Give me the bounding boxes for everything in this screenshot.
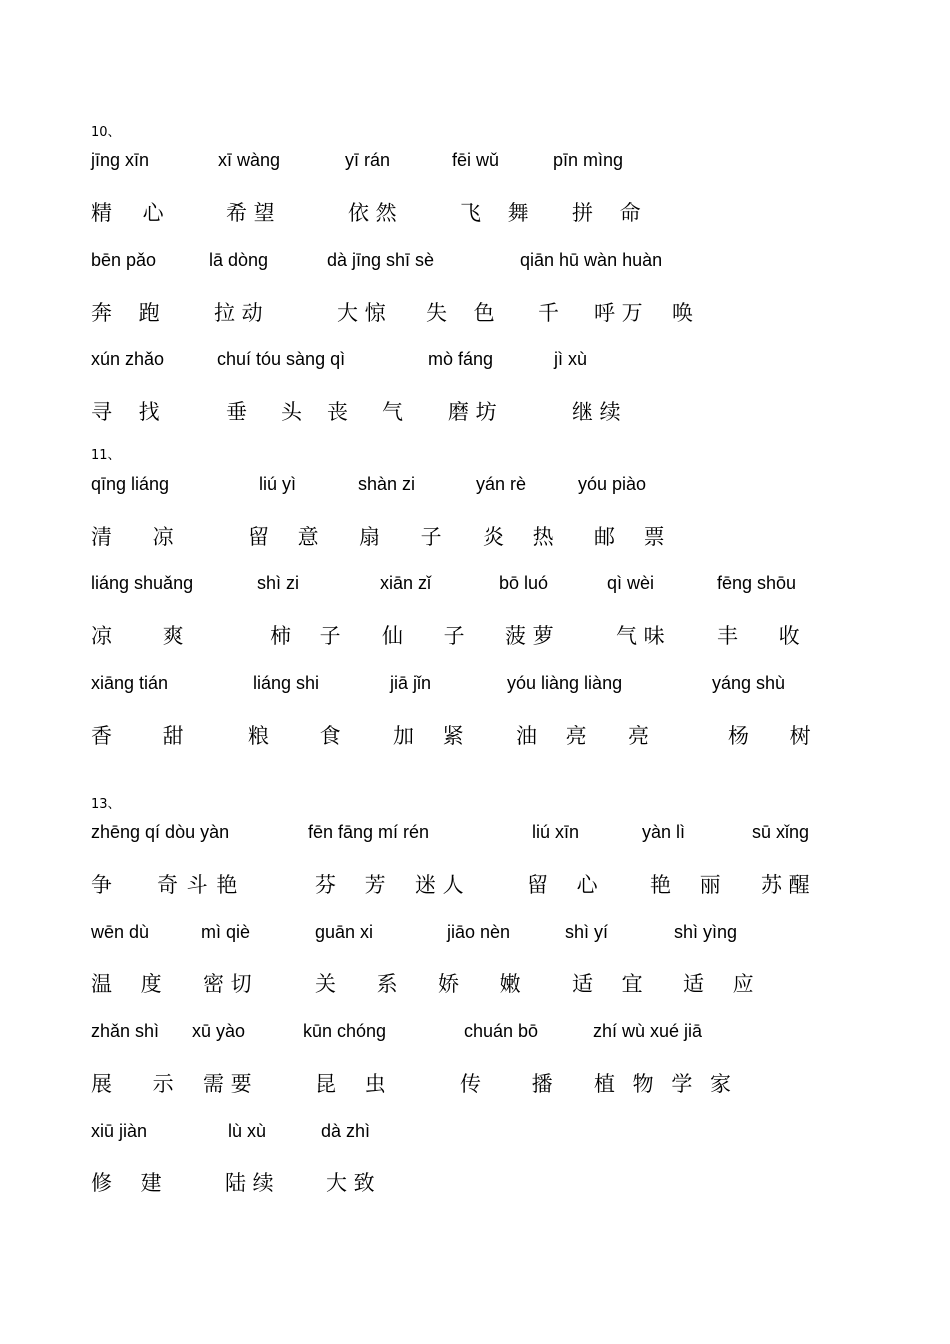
hanzi-row [0,869,950,899]
hanzi-word: 丰 收 [717,624,800,648]
hanzi-word: 大 惊 [337,301,386,325]
hanzi-word: 拉 动 [214,301,263,325]
pinyin-word: bō luó [499,573,549,593]
pinyin-word: shì yìng [674,922,738,942]
pinyin-word: chuán bō [464,1021,539,1041]
pinyin-word: yán rè [476,474,527,494]
pinyin-word: xū yào [192,1021,246,1041]
hanzi-word: 迷 人 [415,873,464,897]
hanzi-word: 油 亮 [516,724,587,748]
pinyin-word: pīn mìng [553,150,624,170]
hanzi-word: 温 度 [91,972,162,996]
pinyin-row [0,474,950,504]
pinyin-row [0,922,950,952]
hanzi-word: 柿 子 [270,624,341,648]
pinyin-word: mò fáng [428,349,494,369]
pinyin-word: shì yí [565,922,609,942]
pinyin-word: jì xù [554,349,588,369]
pinyin-word: qīng liáng [91,474,170,494]
hanzi-word: 垂 [226,400,247,424]
pinyin-word: yóu piào [578,474,647,494]
pinyin-word: yī rán [345,150,391,170]
pinyin-word: zhǎn shì [91,1021,160,1041]
hanzi-word: 继 续 [572,400,621,424]
pinyin-row [0,1021,950,1051]
pinyin-word: fēi wǔ [452,150,500,170]
pinyin-word: xī wàng [218,150,281,170]
hanzi-word: 邮 票 [594,525,665,549]
hanzi-word: 亮 [628,724,649,748]
pinyin-word: xiān zǐ [380,573,432,593]
pinyin-row [0,1121,950,1151]
pinyin-word: fēn fāng mí rén [308,822,430,842]
pinyin-word: jiā jǐn [390,673,432,693]
pinyin-row [0,349,950,379]
hanzi-word: 气 [382,400,403,424]
section-label: 10、 [91,125,121,140]
hanzi-word: 精 心 [91,201,164,225]
pinyin-row [0,150,950,180]
hanzi-word: 香 甜 [91,724,184,748]
pinyin-word: yóu liàng liàng [507,673,623,693]
hanzi-word: 苏 醒 [761,873,810,897]
pinyin-row [0,673,950,703]
pinyin-word: chuí tóu sàng qì [217,349,346,369]
hanzi-word: 适 应 [683,972,754,996]
pinyin-word: bēn pǎo [91,250,157,270]
hanzi-row [0,968,950,998]
pinyin-word: dà jīng shī sè [327,250,435,270]
pinyin-word: liú yì [259,474,297,494]
hanzi-word: 杨 树 [728,724,811,748]
hanzi-word: 气 味 [616,624,665,648]
hanzi-word: 艳 丽 [650,873,721,897]
hanzi-word: 寻 找 [91,400,160,424]
hanzi-word: 争 [91,873,112,897]
pinyin-word: qiān hū wàn huàn [520,250,663,270]
pinyin-word: shàn zi [358,474,416,494]
pinyin-row [0,250,950,280]
pinyin-word: jīng xīn [91,150,150,170]
hanzi-row [0,521,950,551]
hanzi-word: 飞 舞 [460,201,529,225]
pinyin-word: wēn dù [91,922,150,942]
section-label: 11、 [91,448,121,463]
hanzi-word: 关 系 [315,972,398,996]
hanzi-word: 昆 虫 [315,1072,386,1096]
hanzi-row [0,1068,950,1098]
hanzi-word: 植 物 学 家 [594,1072,732,1096]
hanzi-word: 呼 万 [594,301,643,325]
hanzi-word: 粮 食 [248,724,341,748]
pinyin-word: xún zhǎo [91,349,165,369]
hanzi-word: 留 意 [248,525,319,549]
hanzi-row [0,720,950,750]
hanzi-word: 奇 斗 艳 [157,873,238,897]
hanzi-word: 拼 命 [572,201,641,225]
hanzi-word: 炎 热 [483,525,554,549]
hanzi-word: 大 致 [326,1171,375,1195]
hanzi-word: 需 要 [203,1072,252,1096]
hanzi-word: 丧 [327,400,348,424]
pinyin-word: fēng shōu [717,573,797,593]
pinyin-word: mì qiè [201,922,251,942]
pinyin-word: zhēng qí dòu yàn [91,822,230,842]
hanzi-word: 修 建 [91,1171,162,1195]
hanzi-word: 菠 萝 [505,624,554,648]
pinyin-word: jiāo nèn [447,922,511,942]
pinyin-word: liú xīn [532,822,580,842]
hanzi-word: 失 色 [426,301,495,325]
hanzi-word: 密 切 [203,972,252,996]
hanzi-row [0,1167,950,1197]
hanzi-word: 芬 芳 [315,873,386,897]
hanzi-word: 千 [538,301,559,325]
pinyin-word: lù xù [228,1121,267,1141]
pinyin-word: yáng shù [712,673,786,693]
hanzi-word: 扇 子 [359,525,442,549]
pinyin-row [0,822,950,852]
hanzi-word: 依 然 [348,201,397,225]
hanzi-word: 陆 续 [225,1171,274,1195]
pinyin-word: liáng shuǎng [91,573,194,593]
pinyin-word: zhí wù xué jiā [593,1021,703,1041]
pinyin-word: lā dòng [209,250,269,270]
hanzi-word: 留 心 [527,873,598,897]
hanzi-word: 娇 嫩 [438,972,521,996]
hanzi-word: 磨 坊 [448,400,497,424]
pinyin-word: dà zhì [321,1121,371,1141]
hanzi-word: 凉 爽 [91,624,184,648]
pinyin-word: xiāng tián [91,673,169,693]
hanzi-word: 加 紧 [393,724,464,748]
hanzi-word: 奔 跑 [91,301,160,325]
pinyin-word: liáng shi [253,673,320,693]
hanzi-word: 清 凉 [91,525,174,549]
pinyin-word: yàn lì [642,822,686,842]
hanzi-word: 适 宜 [572,972,643,996]
hanzi-word: 希 望 [226,201,275,225]
pinyin-word: guān xi [315,922,374,942]
pinyin-word: shì zi [257,573,300,593]
hanzi-row [0,197,950,227]
hanzi-word: 传 播 [460,1072,553,1096]
pinyin-word: kūn chóng [303,1021,387,1041]
hanzi-word: 仙 子 [382,624,465,648]
hanzi-word: 展 示 [91,1072,174,1096]
hanzi-row [0,620,950,650]
hanzi-row [0,297,950,327]
pinyin-row [0,573,950,603]
pinyin-word: xiū jiàn [91,1121,148,1141]
section-label: 13、 [91,797,121,812]
pinyin-word: qì wèi [607,573,655,593]
pinyin-word: sū xǐng [752,822,810,842]
hanzi-word: 头 [281,400,302,424]
hanzi-word: 唤 [672,301,693,325]
hanzi-row [0,396,950,426]
